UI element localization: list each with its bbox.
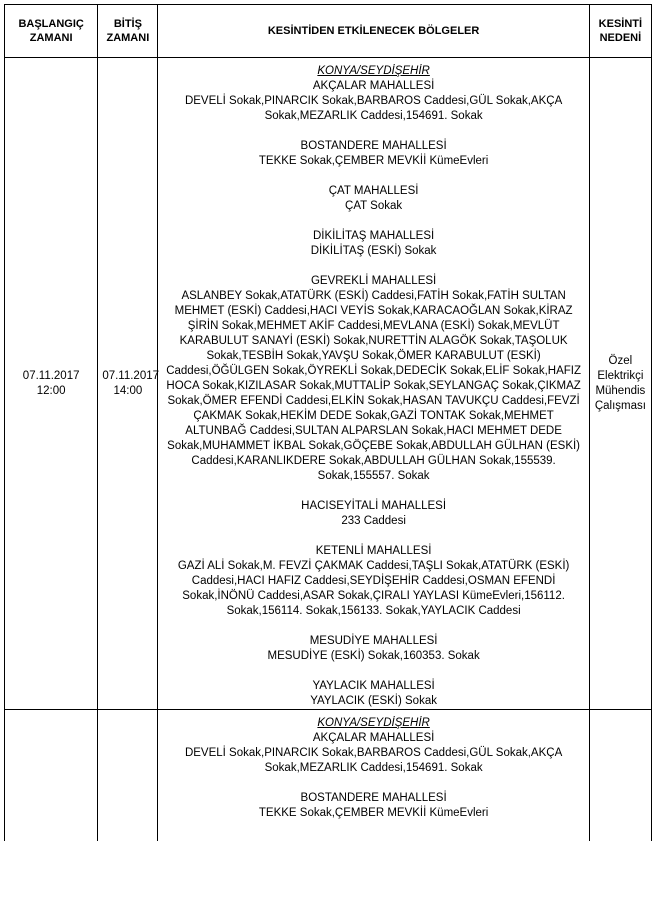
regions-cell xyxy=(158,710,589,842)
district-name: BOSTANDERE MAHALLESİ xyxy=(300,140,447,152)
district-streets: DİKİLİTAŞ (ESKİ) Sokak xyxy=(310,245,437,257)
district-streets: MESUDİYE (ESKİ) Sokak,160353. Sokak xyxy=(267,650,480,662)
district-block xyxy=(162,634,584,664)
district-streets: GAZİ ALİ Sokak,M. FEVZİ ÇAKMAK Caddesi,TAŞLI Sokak,ATATÜRK (ESKİ) Caddesi,HACI HAFIZ Caddesi,SEYDİŞEHİR Caddesi,OSMAN EFENDİ Sokak,İNÖNÜ Caddesi,ASAR Sokak,ÇIRALI YAYLASI KümeEvleri,156112. Sokak,156114. Sokak,156133. Sokak,YAYLACIK Caddesi xyxy=(177,560,570,617)
district-name: DİKİLİTAŞ MAHALLESİ xyxy=(312,230,435,242)
reason-cell xyxy=(589,710,651,842)
district-name: BOSTANDERE MAHALLESİ xyxy=(300,792,447,804)
header-row xyxy=(5,5,652,58)
end-time-cell xyxy=(98,710,158,842)
district-name: KETENLİ MAHALLESİ xyxy=(315,545,432,557)
district-streets: DEVELİ Sokak,PINARCIK Sokak,BARBAROS Caddesi,GÜL Sokak,AKÇA Sokak,MEZARLIK Caddesi,154691. Sokak xyxy=(184,747,563,774)
reason-cell: Özel Elektrikçi Mühendis Çalışması xyxy=(589,58,651,710)
district-streets: TEKKE Sokak,ÇEMBER MEVKİİ KümeEvleri xyxy=(258,155,489,167)
district-streets: TEKKE Sokak,ÇEMBER MEVKİİ KümeEvleri xyxy=(258,807,489,819)
district-streets: 233 Caddesi xyxy=(341,515,406,527)
district-block xyxy=(162,679,584,709)
end-time-cell: 07.11.2017 14:00 xyxy=(98,58,158,710)
district-block xyxy=(162,274,584,484)
header-start-time: BAŞLANGIÇ ZAMANI xyxy=(5,5,98,58)
district-streets: DEVELİ Sokak,PINARCIK Sokak,BARBAROS Caddesi,GÜL Sokak,AKÇA Sokak,MEZARLIK Caddesi,154691. Sokak xyxy=(184,95,563,122)
district-block xyxy=(162,499,584,529)
start-time-cell xyxy=(5,710,98,842)
table-row xyxy=(5,710,652,842)
district-name: AKÇALAR MAHALLESİ xyxy=(312,80,435,92)
province-heading: KONYA/SEYDİŞEHİR xyxy=(317,65,430,77)
district-name: GEVREKLİ MAHALLESİ xyxy=(310,275,437,287)
district-block xyxy=(162,731,584,776)
district-block xyxy=(162,79,584,124)
district-block xyxy=(162,791,584,821)
header-reason: KESİNTİ NEDENİ xyxy=(589,5,651,58)
district-block xyxy=(162,544,584,619)
district-block xyxy=(162,139,584,169)
regions-cell xyxy=(158,58,589,710)
header-regions: KESİNTİDEN ETKİLENECEK BÖLGELER xyxy=(158,5,589,58)
district-block xyxy=(162,184,584,214)
district-name: ÇAT MAHALLESİ xyxy=(328,185,419,197)
district-streets: ÇAT Sokak xyxy=(345,200,403,212)
start-time-cell: 07.11.2017 12:00 xyxy=(5,58,98,710)
district-name: MESUDİYE MAHALLESİ xyxy=(309,635,438,647)
district-name: YAYLACIK MAHALLESİ xyxy=(312,680,435,692)
province-heading: KONYA/SEYDİŞEHİR xyxy=(317,717,430,729)
header-end-time: BİTİŞ ZAMANI xyxy=(98,5,158,58)
district-block xyxy=(162,229,584,259)
district-name: AKÇALAR MAHALLESİ xyxy=(312,732,435,744)
district-name: HACISEYİTALİ MAHALLESİ xyxy=(301,500,447,512)
district-streets: ASLANBEY Sokak,ATATÜRK (ESKİ) Caddesi,FATİH Sokak,FATİH SULTAN MEHMET (ESKİ) Caddesi,HACI VEYİS Sokak,KARACAOĞLAN Sokak,KİRAZ ŞİRİN Sokak,MEHMET AKİF Caddesi,MEVLANA (ESKİ) Sokak,MEVLÜT KARABULUT SANAYİ (ESKİ) Sokak,NURETTİN ALAGÖK Sokak,TAŞOLUK Sokak,TESBİH Sokak,YAVŞU Sokak,ÖMER KARABULUT (ESKİ) Caddesi,ÖĞÜLGEN Sokak,ÖYREKLİ Sokak,DEDECİK Sokak,ELİF Sokak,HAFIZ HOCA Sokak,KIZILASAR Sokak,MUTTALİP Sokak,SEYLANGAÇ Sokak,ÇIKMAZ Sokak,ÖMER EFENDİ Caddesi,ELKİN Sokak,HASAN TAVUKÇU Caddesi,FEVZİ ÇAKMAK Sokak,HEKİM DEDE Sokak,GAZİ TONTAK Sokak,MEHMET ALTUNBAĞ Caddesi,SULTAN ALPARSLAN Sokak,HACI MEHMET DEDE Sokak,MUHAMMET İKBAL Sokak,GÖÇEBE Sokak,ABDULLAH GÜLHAN (ESKİ) Caddesi,KARANLIKDERE Sokak,ABDULLAH GÜLHAN Sokak,155539. Sokak,155557. Sokak xyxy=(166,290,581,482)
district-streets: YAYLACIK (ESKİ) Sokak xyxy=(310,695,437,707)
outage-table xyxy=(4,4,652,841)
table-row xyxy=(5,58,652,710)
